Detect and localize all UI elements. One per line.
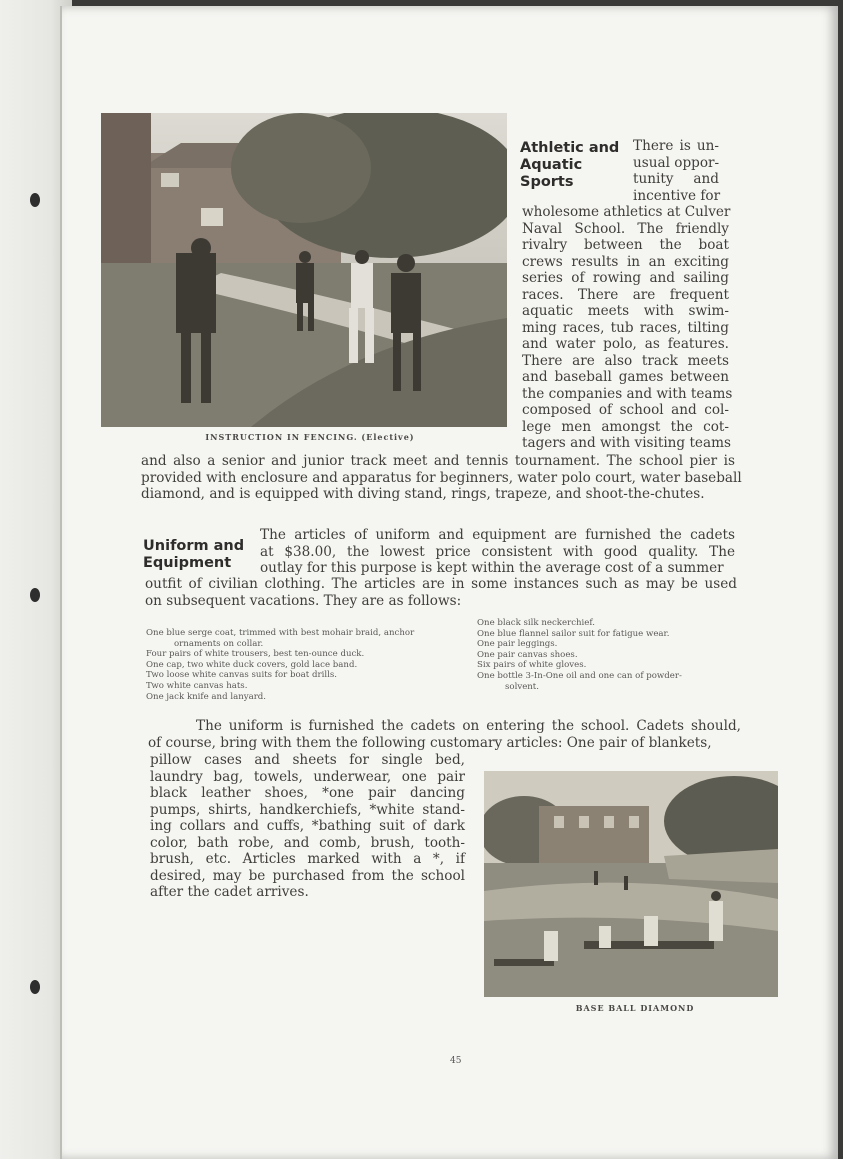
text-line: One blue flannel sailor suit for fatigue wear. [477, 628, 670, 639]
text-line: and water polo, as features. [522, 336, 729, 352]
cadets-body-text [150, 752, 465, 901]
text-line: One bottle 3-In-One oil and one can of powder- [477, 670, 682, 681]
text-line: color, bath robe, and comb, brush, tooth- [150, 834, 465, 851]
binding-hole [30, 193, 40, 207]
text-line: races. There are frequent [522, 286, 729, 303]
athletic-continued-text [141, 453, 742, 503]
text-line: One pair leggings. [477, 639, 558, 650]
text-line: ing collars and cuffs, *bathing suit of dark [150, 818, 465, 834]
text-line: Six pairs of white gloves. [477, 660, 587, 671]
text-line: pumps, shirts, handkerchiefs, *white stand- [150, 801, 465, 818]
uniform-body-text [145, 576, 737, 609]
text-line: composed of school and col- [522, 402, 729, 418]
text-line: outlay for this purpose is kept within the average cost of a summer [260, 560, 724, 576]
uniform-heading: Uniform and Equipment [143, 538, 245, 571]
text-line: One blue serge coat, trimmed with best mohair braid, anchor [146, 628, 415, 638]
text-line: One black silk neckerchief. [477, 618, 595, 628]
text-line: desired, may be purchased from the school [150, 867, 465, 884]
uniform-items-right [477, 618, 747, 692]
text-line: at $38.00, the lowest price consistent with good quality. The [260, 543, 735, 560]
athletic-heading: Athletic and Aquatic Sports [520, 140, 620, 190]
text-line: ornaments on collar. [174, 638, 264, 649]
text-line: outfit of civilian clothing. The articles are in some instances such as may be used [145, 576, 737, 592]
text-line: lege men amongst the cot- [522, 418, 729, 435]
text-line: Two loose white canvas suits for boat drills. [146, 670, 337, 681]
uniform-intro-text [260, 527, 735, 577]
text-line: Naval School. The friendly [522, 220, 729, 237]
text-line: series of rowing and sailing [522, 270, 729, 286]
text-line: tunity and [633, 171, 719, 187]
baseball-caption: BASE BALL DIAMOND [575, 1003, 695, 1013]
text-line: the companies and with teams [522, 385, 733, 402]
text-line: There are also track meets [522, 352, 729, 369]
text-line: of course, bring with them the following customary articles: One pair of blankets, [148, 734, 712, 751]
text-line: diamond, and is equipped with diving stand, rings, trapeze, and shoot-the-chutes. [141, 486, 705, 502]
page-number: 45 [450, 1056, 462, 1066]
text-line: Four pairs of white trousers, best ten-ounce duck. [146, 649, 365, 660]
text-line: solvent. [505, 681, 539, 692]
text-line: One jack knife and lanyard. [146, 691, 267, 702]
text-line: wholesome athletics at Culver [522, 204, 731, 220]
binding-hole [30, 588, 40, 602]
fencing-photo [101, 113, 507, 427]
text-line: brush, etc. Articles marked with a *, if [150, 851, 465, 867]
text-line: pillow cases and sheets for single bed, [150, 752, 465, 768]
text-line: The uniform is furnished the cadets on entering the school. Cadets should, [196, 718, 741, 734]
text-line: on subsequent vacations. They are as follows: [145, 592, 462, 609]
text-line: tagers and with visiting teams [522, 435, 731, 451]
fencing-caption: INSTRUCTION IN FENCING. (Elective) [205, 432, 415, 442]
text-line: black leather shoes, *one pair dancing [150, 785, 465, 801]
text-line: laundry bag, towels, underwear, one pair [150, 768, 465, 785]
uniform-items-left [146, 628, 456, 702]
text-line: and baseball games between [522, 369, 729, 385]
binding-hole [30, 980, 40, 994]
text-line: crews results in an exciting [522, 253, 729, 270]
text-line: usual oppor- [633, 154, 720, 171]
text-line: after the cadet arrives. [150, 884, 309, 900]
text-line: One pair canvas shoes. [477, 649, 578, 660]
athletic-intro-text [633, 138, 719, 204]
text-line: The articles of uniform and equipment are furnished the cadets [260, 527, 735, 543]
text-line: One cap, two white duck covers, gold lace band. [146, 659, 358, 670]
text-line: There is un- [633, 138, 719, 154]
text-line: aquatic meets with swim- [522, 303, 729, 319]
text-line: provided with enclosure and apparatus for beginners, water polo court, water baseball [141, 469, 742, 486]
text-line: incentive for [633, 187, 721, 204]
cadets-intro-text [148, 718, 741, 751]
baseball-photo [484, 771, 778, 997]
text-line: ming races, tub races, tilting [522, 319, 729, 336]
athletic-body-text [522, 204, 733, 452]
text-line: and also a senior and junior track meet and tennis tournament. The school pier is [141, 453, 735, 469]
text-line: Two white canvas hats. [146, 680, 248, 691]
text-line: rivalry between the boat [522, 237, 729, 253]
